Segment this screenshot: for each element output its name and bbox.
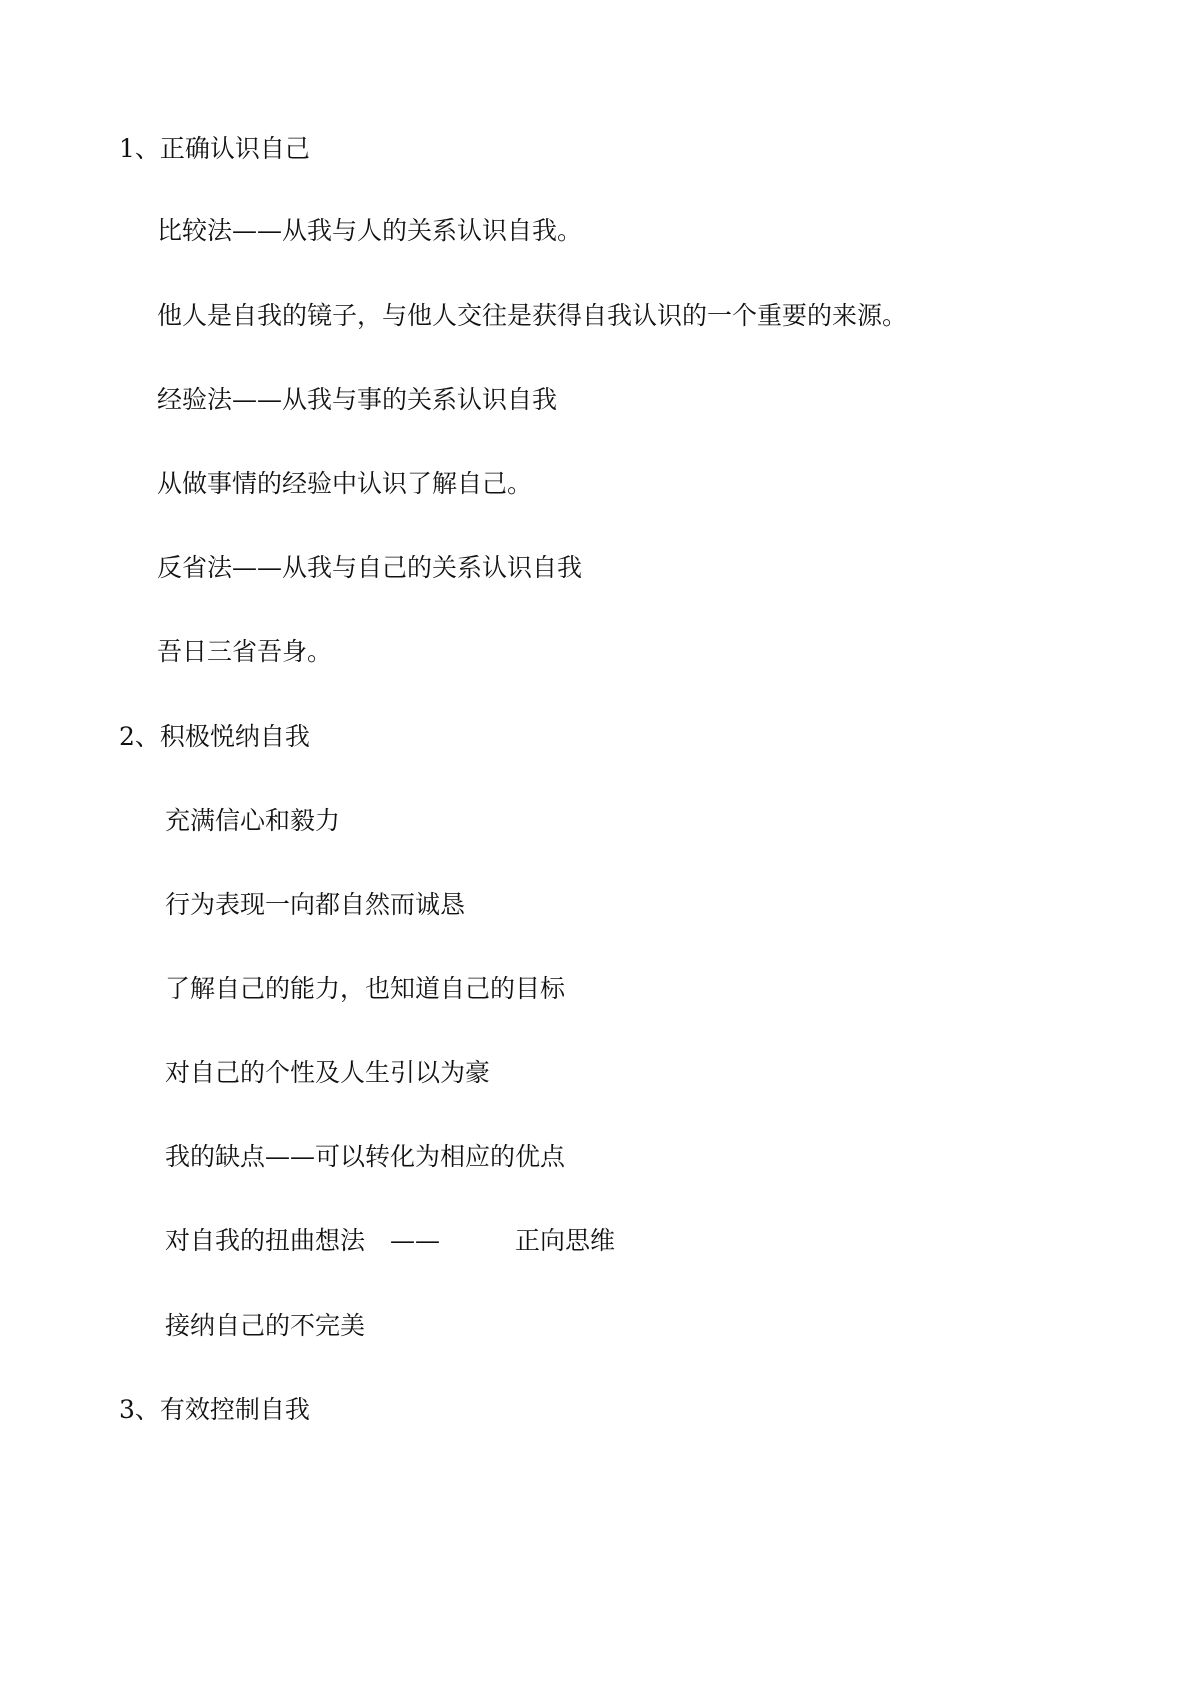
- section-2-line-4: 对自己的个性及人生引以为豪: [165, 1058, 491, 1087]
- section-1-line-3: 经验法——从我与事的关系认识自我: [157, 385, 558, 414]
- section-2-line-6: 对自我的扭曲想法 —— 正向思维: [165, 1226, 616, 1255]
- section-2-line-3: 了解自己的能力，也知道自己的目标: [165, 974, 566, 1003]
- section-1-line-6: 吾日三省吾身。: [157, 637, 333, 666]
- section-2-line-1: 充满信心和毅力: [165, 806, 341, 835]
- section-2-line-5: 我的缺点——可以转化为相应的优点: [165, 1142, 566, 1171]
- section-heading-2: 2、积极悦纳自我: [119, 722, 310, 751]
- section-heading-3: 3、有效控制自我: [119, 1395, 310, 1424]
- section-2-line-2: 行为表现一向都自然而诚恳: [165, 890, 466, 919]
- section-2-line-7: 接纳自己的不完美: [165, 1311, 366, 1340]
- section-1-line-1: 比较法——从我与人的关系认识自我。: [157, 216, 583, 245]
- section-1-line-4: 从做事情的经验中认识了解自己。: [157, 469, 533, 498]
- section-1-line-5: 反省法——从我与自己的关系认识自我: [157, 553, 583, 582]
- section-1-line-2: 他人是自我的镜子，与他人交往是获得自我认识的一个重要的来源。: [157, 301, 908, 330]
- section-heading-1: 1、正确认识自己: [119, 134, 310, 163]
